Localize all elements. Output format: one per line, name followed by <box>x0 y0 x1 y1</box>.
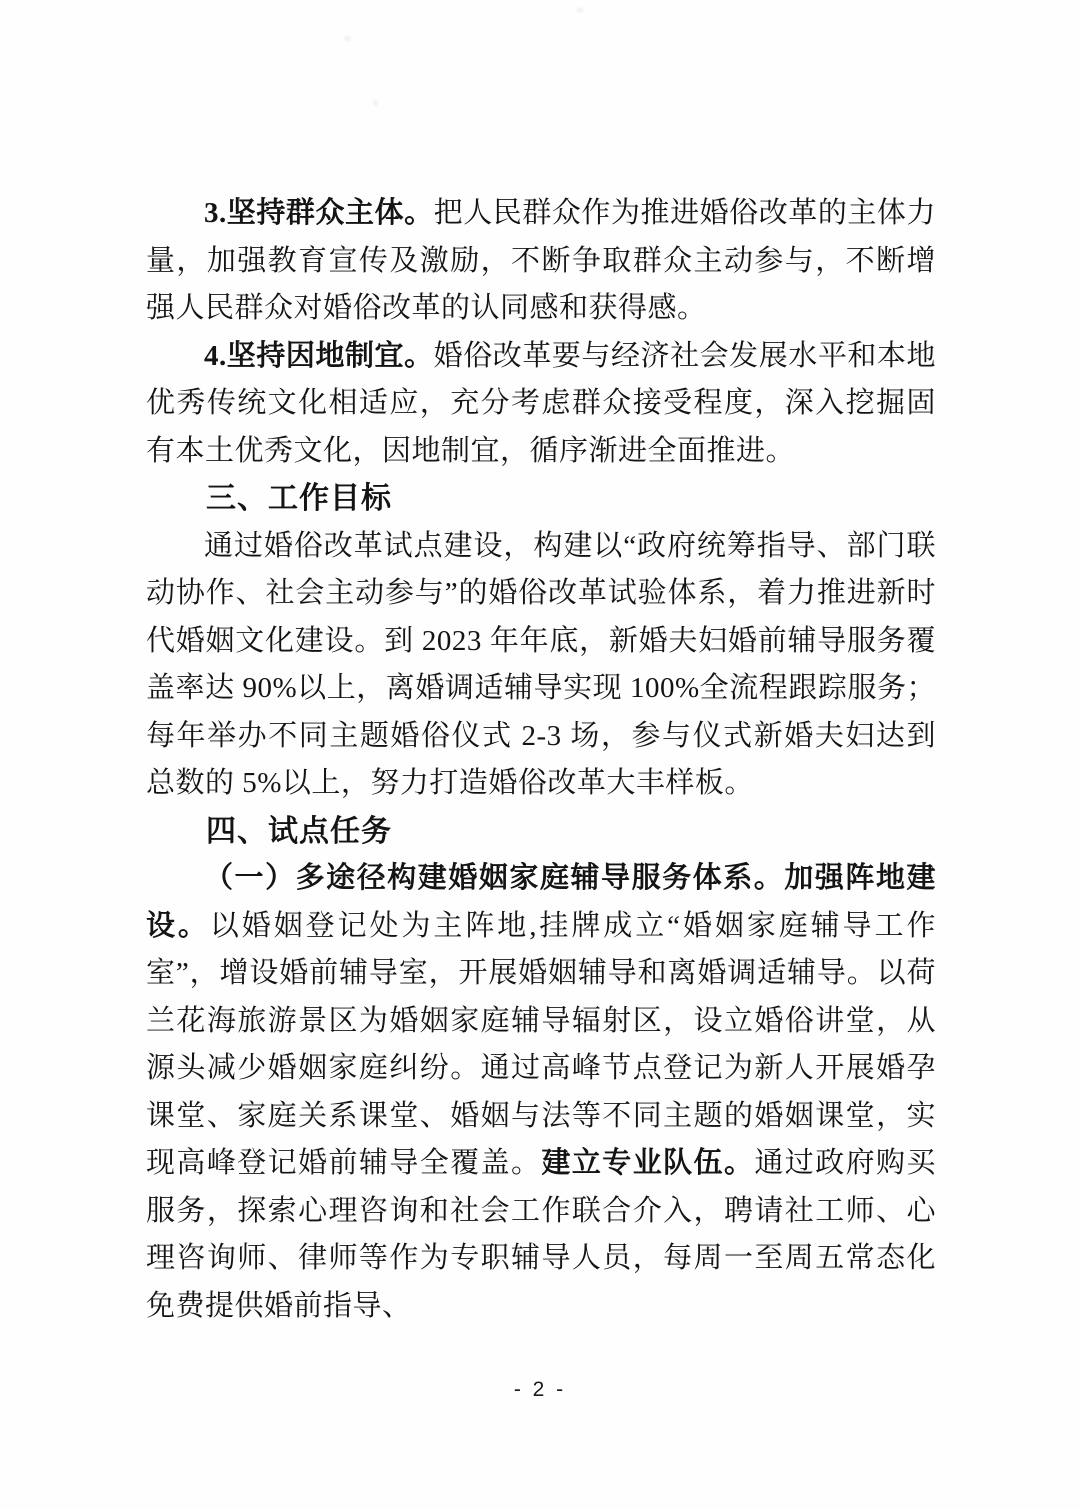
bold-text-run: 四、试点任务 <box>206 814 392 848</box>
body-paragraph <box>146 333 936 476</box>
scan-artifact <box>344 36 351 41</box>
text-run: 通过政府购买服务，探索心理咨询和社会工作联合介入，聘请社工师、心理咨询师、律师等作为专职辅导人员，每周一至周五常态化免费提供婚前指导、 <box>146 1147 936 1322</box>
scan-artifact <box>373 100 378 106</box>
document-body <box>146 190 936 1330</box>
body-paragraph <box>146 855 936 1330</box>
text-run: 婚俗改革要与经济社会发展水平和本地优秀传统文化相适应，充分考虑群众接受程度，深入挖掘固有本土优秀文化，因地制宜，循序渐进全面推进。 <box>146 339 936 467</box>
text-run: 通过婚俗改革试点建设，构建以“政府统筹指导、部门联动协作、社会主动参与”的婚俗改革试验体系，着力推进新时代婚姻文化建设。到 2023 年年底，新婚夫妇婚前辅导服务覆盖率达 90%以上，离婚调适辅导实现 100%全流程跟踪服务；每年举办不同主题婚俗仪式 2-3 场，参与仪式新婚夫妇达到总数的 5%以上，努力打造婚俗改革大丰样板。 <box>146 529 936 799</box>
text-run: 把人民群众作为推进婚俗改革的主体力量，加强教育宣传及激励，不断争取群众主动参与，不断增强人民群众对婚俗改革的认同感和获得感。 <box>146 197 936 324</box>
scan-artifact <box>576 8 584 12</box>
bold-text-run: 3.坚持群众主体。 <box>204 197 434 229</box>
bold-text-run: 三、工作目标 <box>206 482 392 515</box>
body-paragraph <box>146 190 936 333</box>
section-heading <box>146 475 936 523</box>
text-run: 以婚姻登记处为主阵地,挂牌成立“婚姻家庭辅导工作室”，增设婚前辅导室，开展婚姻辅导和离婚调适辅导。以荷兰花海旅游景区为婚姻家庭辅导辐射区，设立婚俗讲堂，从源头减少婚姻家庭纠纷。通过高峰节点登记为新人开展婚孕课堂、家庭关系课堂、婚姻与法等不同主题的婚姻课堂，实现高峰登记婚前辅导全覆盖。 <box>146 909 936 1179</box>
body-paragraph <box>146 523 936 808</box>
bold-text-run: 建立专业队伍。 <box>541 1147 755 1179</box>
section-heading <box>146 808 936 856</box>
bold-text-run: 4.坚持因地制宜。 <box>204 339 434 372</box>
bold-text-run: （一）多途径构建婚姻家庭辅导服务体系。加强阵地建设。 <box>146 862 936 942</box>
page-number: - 2 - <box>513 1378 567 1401</box>
